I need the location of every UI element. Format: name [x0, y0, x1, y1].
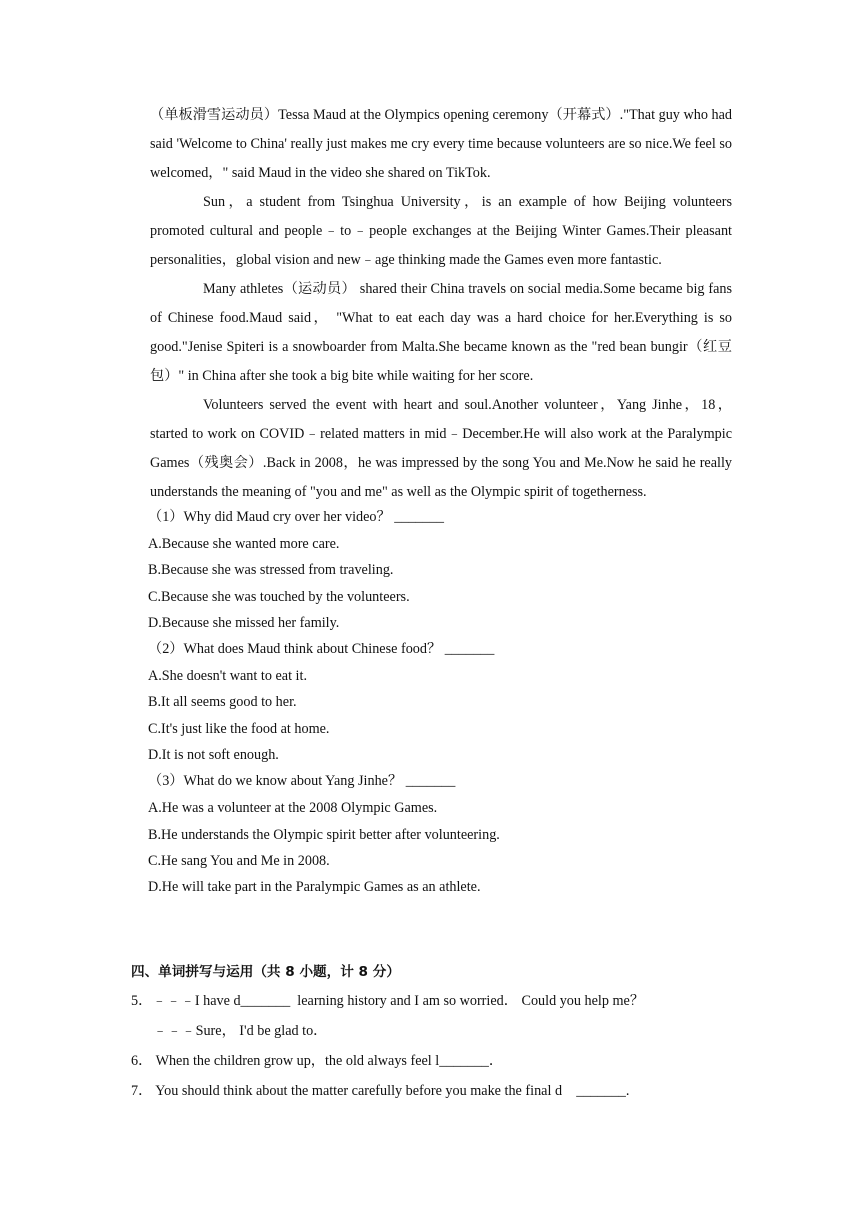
- option-c[interactable]: C.He sang You and Me in 2008.: [148, 852, 330, 869]
- option-d[interactable]: D.Because she missed her family.: [148, 614, 340, 631]
- option-b[interactable]: B.Because she was stressed from traveling.: [148, 562, 394, 579]
- passage-paragraph-2: Sun，a student from Tsinghua University，is an example of how Beijing volunteers promoted cultural and people﹣to﹣people exchanges at the Beijing Winter Games.Their pleasant personalities，global vision and new﹣age thinking made the Games even more fantastic.: [150, 194, 732, 268]
- question-stem: （1）Why did Maud cry over her video？ _______: [148, 509, 444, 525]
- item-5-line-1: 5．﹣﹣﹣I have d_______ learning history and I am so worried． Could you help me？: [131, 993, 645, 1009]
- spelling-items: [131, 986, 751, 1106]
- question-1: [148, 504, 732, 636]
- item-5-line-2: ﹣﹣﹣Sure， I'd be glad to．: [153, 1023, 328, 1039]
- question-stem: （3）What do we know about Yang Jinhe？ _______: [148, 773, 456, 790]
- question-3: [148, 768, 732, 900]
- option-a[interactable]: A.Because she wanted more care.: [148, 536, 340, 552]
- passage-paragraph-1: （单板滑雪运动员）Tessa Maud at the Olympics opening ceremony（开幕式）."That guy who had said 'Welcome to China' really just makes me cry every time because volunteers are so nice.We feel so welcomed，" said Maud in the video she shared on TikTok.: [150, 107, 732, 181]
- item-6: 6． When the children grow up，the old always feel l_______．: [131, 1053, 504, 1069]
- reading-passage: [150, 101, 732, 901]
- option-b[interactable]: B.He understands the Olympic spirit better after volunteering.: [148, 826, 500, 843]
- option-c[interactable]: C.Because she was touched by the volunteers.: [148, 588, 410, 605]
- option-b[interactable]: B.It all seems good to her.: [148, 694, 297, 711]
- item-7: 7． You should think about the matter carefully before you make the final d _______.: [131, 1083, 630, 1099]
- question-2: [148, 636, 732, 768]
- question-stem: （2）What does Maud think about Chinese food？ _______: [148, 641, 495, 658]
- option-a[interactable]: A.He was a volunteer at the 2008 Olympic Games.: [148, 800, 438, 817]
- option-a[interactable]: A.She doesn't want to eat it.: [148, 668, 307, 685]
- section-title: 四、单词拼写与运用（共 8 小题，计 8 分）: [131, 964, 400, 980]
- option-d[interactable]: D.It is not soft enough.: [148, 747, 279, 764]
- passage-paragraph-3: Many athletes（运动员） shared their China travels on social media.Some became big fans of Chinese food.Maud said， "What to eat each day was a hard choice for her.Everything is so good."Jenise Spiteri is a snowboarder from Malta.She became known as the "red bean bungir（红豆包）" in China after she took a big bite while waiting for her score.: [150, 281, 732, 384]
- passage-paragraph-4: Volunteers served the event with heart and soul.Another volunteer，Yang Jinhe，18，started to work on COVID﹣related matters in mid﹣December.He will also work at the Paralympic Games（残奥会）.Back in 2008，he was impressed by the song You and Me.Now he said he really understands the meaning of "you and me" as well as the Olympic spirit of togetherness.: [150, 397, 732, 500]
- option-c[interactable]: C.It's just like the food at home.: [148, 720, 330, 737]
- option-d[interactable]: D.He will take part in the Paralympic Games as an athlete.: [148, 879, 481, 896]
